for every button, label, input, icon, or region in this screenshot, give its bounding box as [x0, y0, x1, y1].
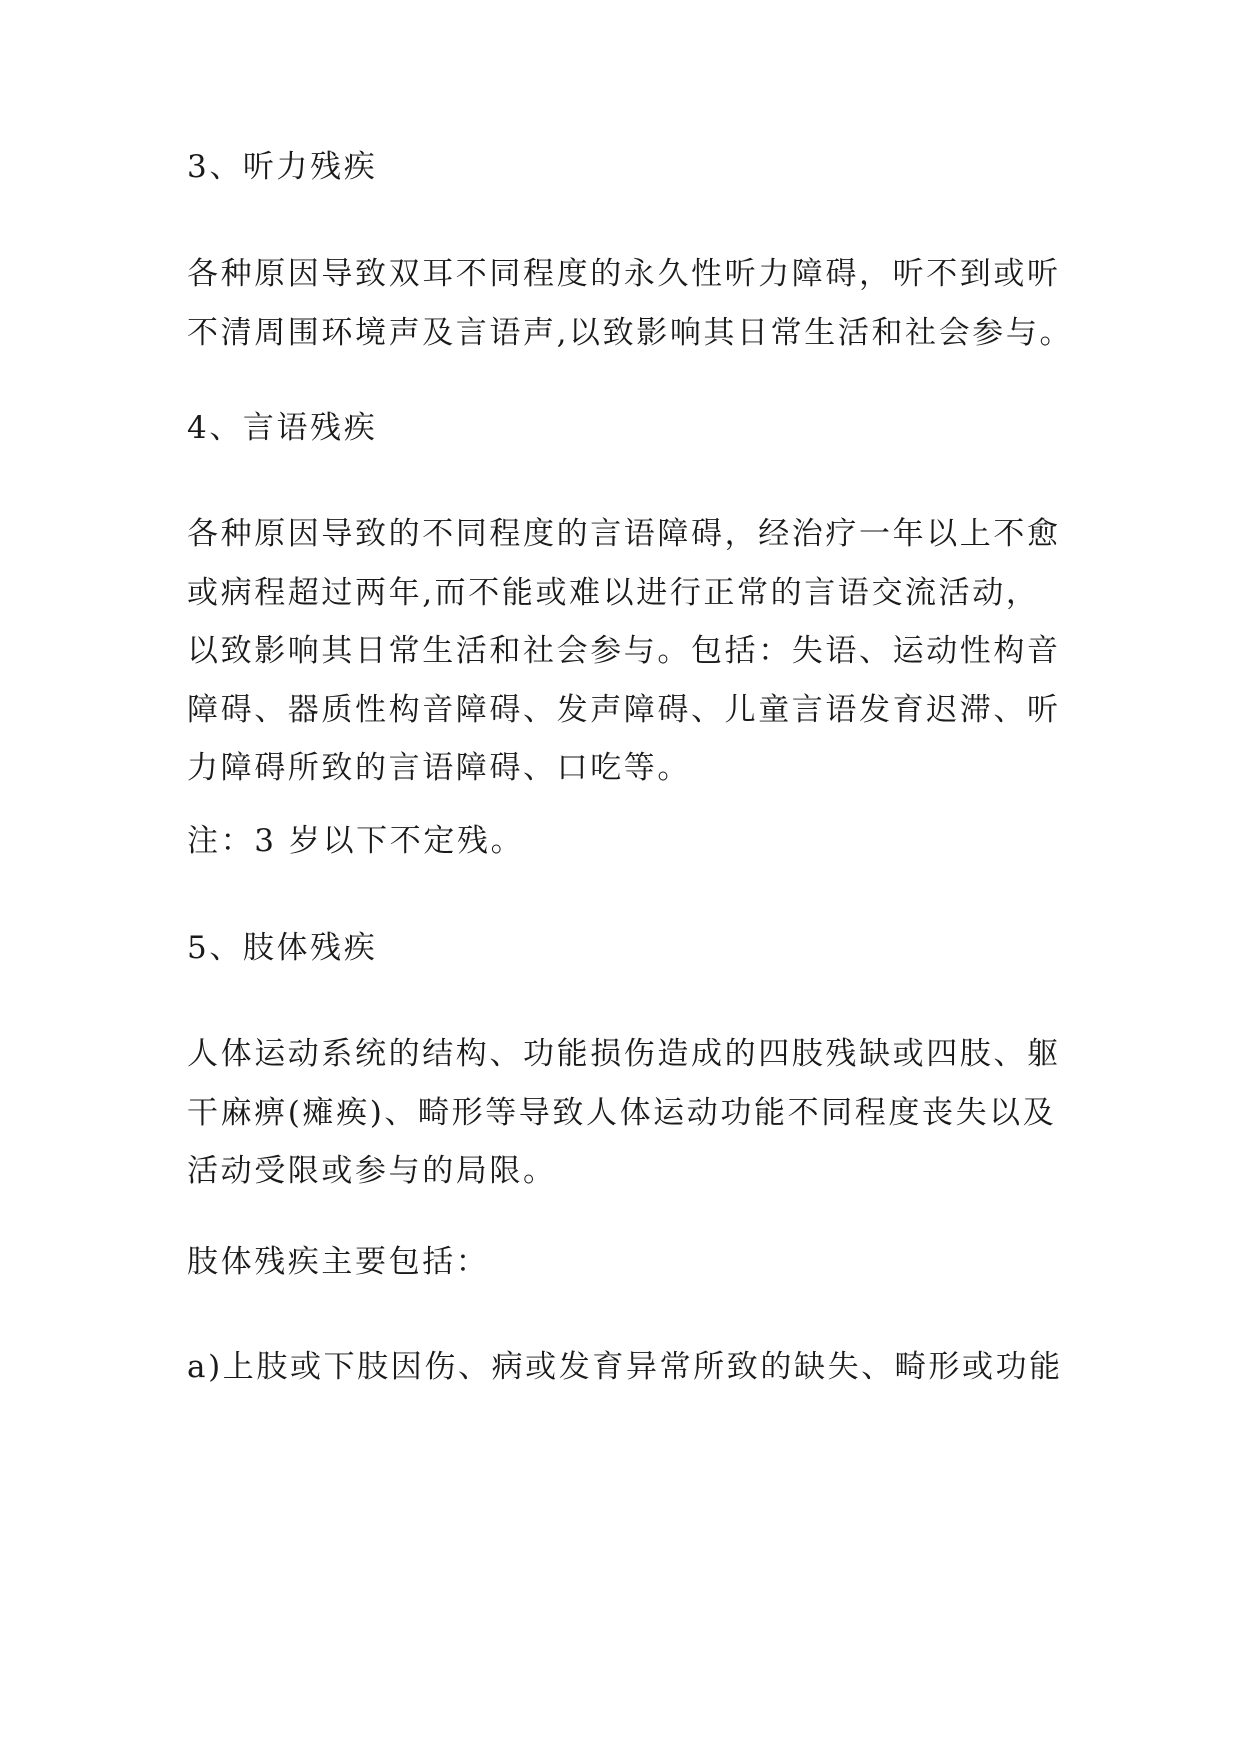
heading-text: 4、言语残疾	[187, 410, 378, 446]
section-heading-hearing	[187, 138, 1067, 197]
paragraph-line: 力障碍所致的言语障碍、口吃等。	[187, 750, 691, 786]
heading-text: 3、听力残疾	[187, 149, 378, 185]
paragraph-speech-definition	[187, 505, 1067, 798]
paragraph-physical-includes	[187, 1233, 1067, 1292]
paragraph-hearing-definition	[187, 245, 1074, 362]
paragraph-line: 各种原因导致的不同程度的言语障碍，经治疗一年以上不愈	[187, 516, 1061, 552]
paragraph-line: 活动受限或参与的局限。	[187, 1153, 557, 1189]
paragraph-line: 以致影响其日常生活和社会参与。包括：失语、运动性构音	[187, 633, 1061, 669]
note-text: 注：3 岁以下不定残。	[187, 823, 525, 859]
paragraph-line: 人体运动系统的结构、功能损伤造成的四肢残缺或四肢、躯	[187, 1036, 1061, 1072]
list-item-a	[187, 1338, 1067, 1397]
paragraph-line: 干麻痹(瘫痪)、畸形等导致人体运动功能不同程度丧失以及	[187, 1094, 1057, 1131]
paragraph-line: 肢体残疾主要包括：	[187, 1244, 490, 1280]
paragraph-line: 障碍、器质性构音障碍、发声障碍、儿童言语发育迟滞、听	[187, 691, 1061, 728]
heading-text: 5、肢体残疾	[187, 930, 378, 966]
section-heading-physical	[187, 919, 1067, 978]
paragraph-line: 不清周围环境声及言语声,以致影响其日常生活和社会参与。	[187, 314, 1074, 351]
paragraph-physical-definition	[187, 1025, 1067, 1201]
section-heading-speech	[187, 399, 1067, 458]
paragraph-line: 或病程超过两年,而不能或难以进行正常的言语交流活动，	[187, 574, 1040, 611]
list-item-text: a)上肢或下肢因伤、病或发育异常所致的缺失、畸形或功能	[187, 1349, 1063, 1385]
note-age-limit	[187, 812, 1067, 871]
paragraph-line: 各种原因导致双耳不同程度的永久性听力障碍，听不到或听	[187, 256, 1061, 292]
